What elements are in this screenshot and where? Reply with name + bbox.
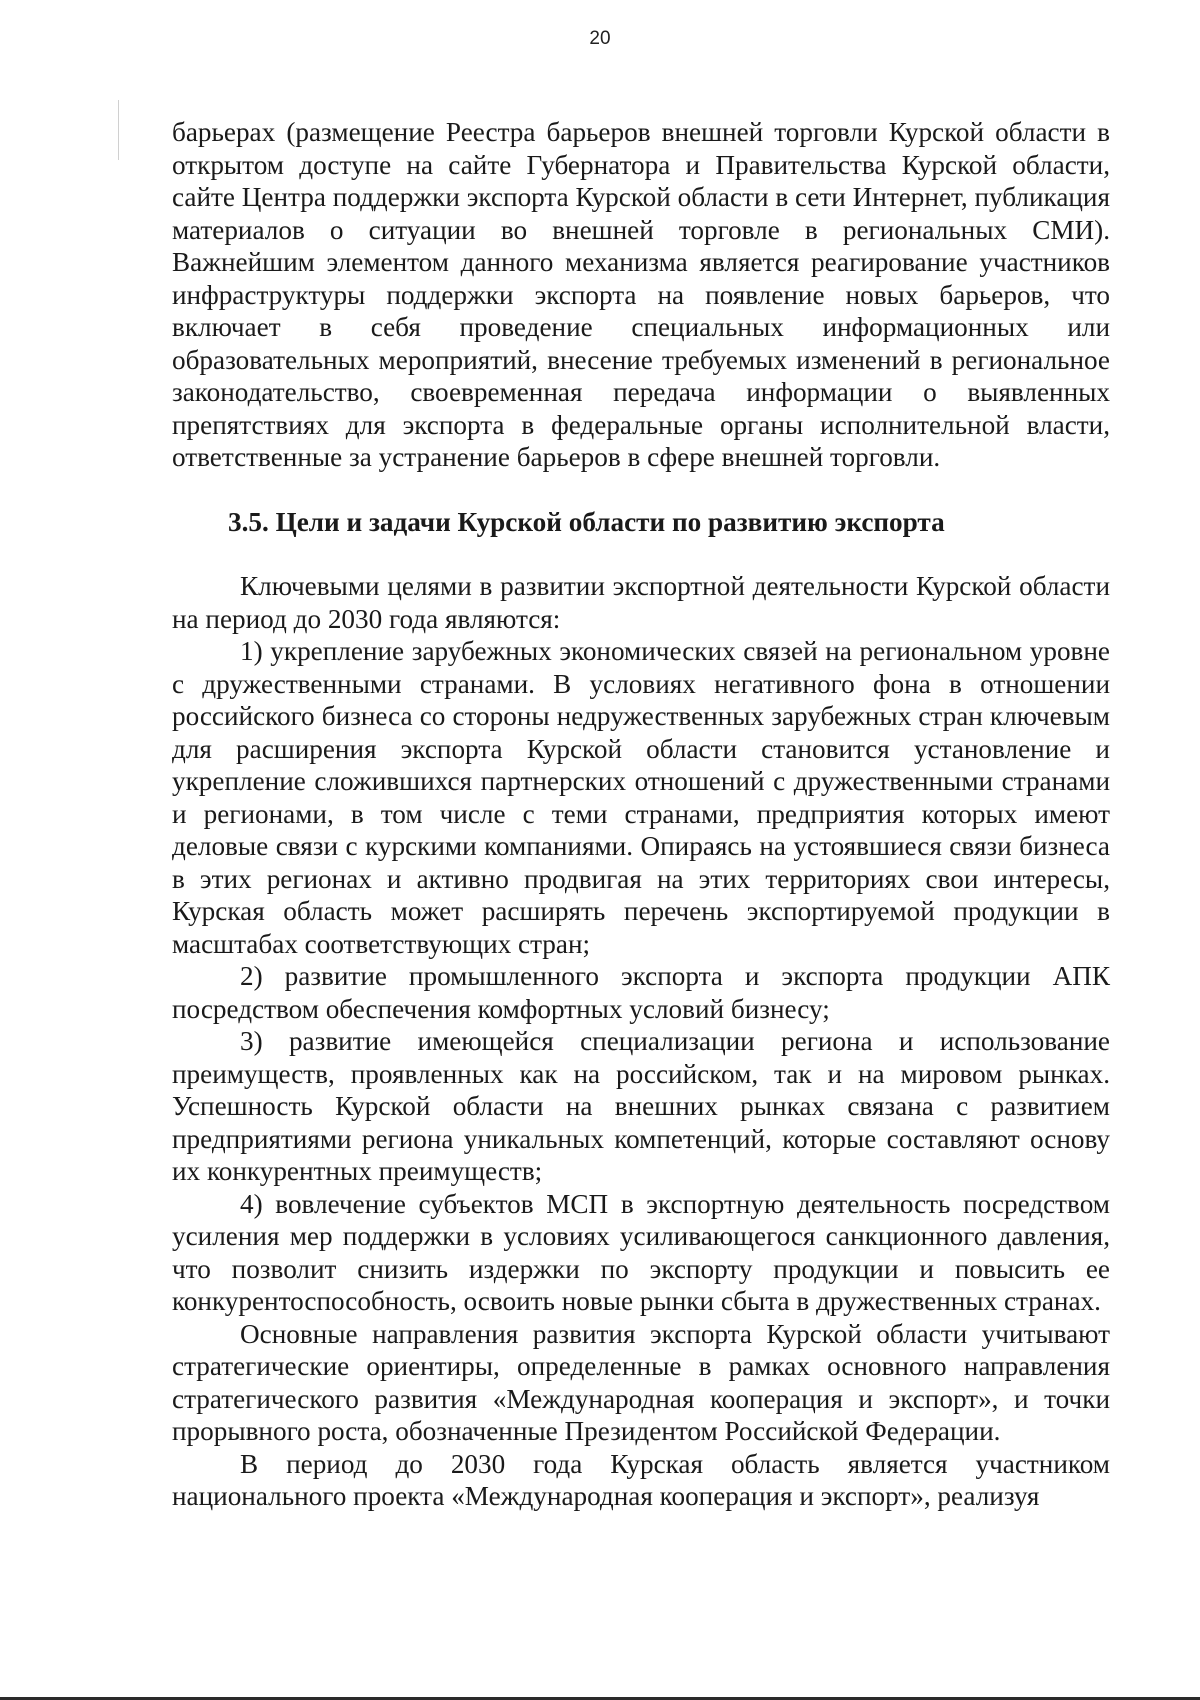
goal-item-4: 4) вовлечение субъектов МСП в экспортную деятельность посредством усиления мер поддержки в условиях усиливающегося санкционного давления, что позволит снизить издержки по экспорту продукции и повысить ее конкурентоспособность, освоить новые рынки сбыта в дружественных странах. [172, 1188, 1110, 1316]
scan-margin-line [118, 100, 119, 160]
document-body [172, 116, 1110, 1513]
paragraph-directions: Основные направления развития экспорта Курской области учитывают стратегические ориентиры, определенные в рамках основного направления стратегического развития «Международная кооперация и экспорт», и точки прорывного роста, обозначенные Президентом Российской Федерации. [172, 1318, 1110, 1446]
paragraph-barriers: барьерах (размещение Реестра барьеров внешней торговли Курской области в открытом доступе на сайте Губернатора и Правительства Курской области, сайте Центра поддержки экспорта Курской области в сети Интернет, публикация материалов о ситуации во внешней торговле в региональных СМИ). Важнейшим элементом данного механизма является реагирование участников инфраструктуры поддержки экспорта на появление новых барьеров, что включает в себя проведение специальных информационных или образовательных мероприятий, внесение требуемых изменений в региональное законодательство, своевременная передача информации о выявленных препятствиях для экспорта в федеральные органы исполнительной власти, ответственные за устранение барьеров в сфере внешней торговли. [172, 117, 1110, 472]
goal-item-1: 1) укрепление зарубежных экономических связей на региональном уровне с дружественными странами. В условиях негативного фона в отношении российского бизнеса со стороны недружественных зарубежных стран ключевым для расширения экспорта Курской области становится установление и укрепление сложившихся партнерских отношений с дружественными странами и регионами, в том числе с теми странами, предприятия которых имеют деловые связи с курскими компаниями. Опираясь на устоявшиеся связи бизнеса в этих регионах и активно продвигая на этих территориях свои интересы, Курская область может расширять перечень экспортируемой продукции в масштабах соответствующих стран; [172, 636, 1110, 959]
paragraph-national-project: В период до 2030 года Курская область является участником национального проекта «Международная кооперация и экспорт», реализуя [172, 1448, 1110, 1511]
goal-item-2: 2) развитие промышленного экспорта и экспорта продукции АПК посредством обеспечения комфортных условий бизнесу; [172, 961, 1110, 1024]
page-number: 20 [589, 28, 611, 49]
goal-item-3: 3) развитие имеющейся специализации региона и использование преимуществ, проявленных как на российском, так и на мировом рынках. Успешность Курской области на внешних рынках связана с развитием предприятиями региона уникальных компетенций, которые составляют основу их конкурентных преимуществ; [172, 1026, 1110, 1186]
paragraph-intro: Ключевыми целями в развитии экспортной деятельности Курской области на период до 2030 года являются: [172, 571, 1110, 634]
section-heading: 3.5. Цели и задачи Курской области по развитию экспорта [228, 506, 945, 537]
